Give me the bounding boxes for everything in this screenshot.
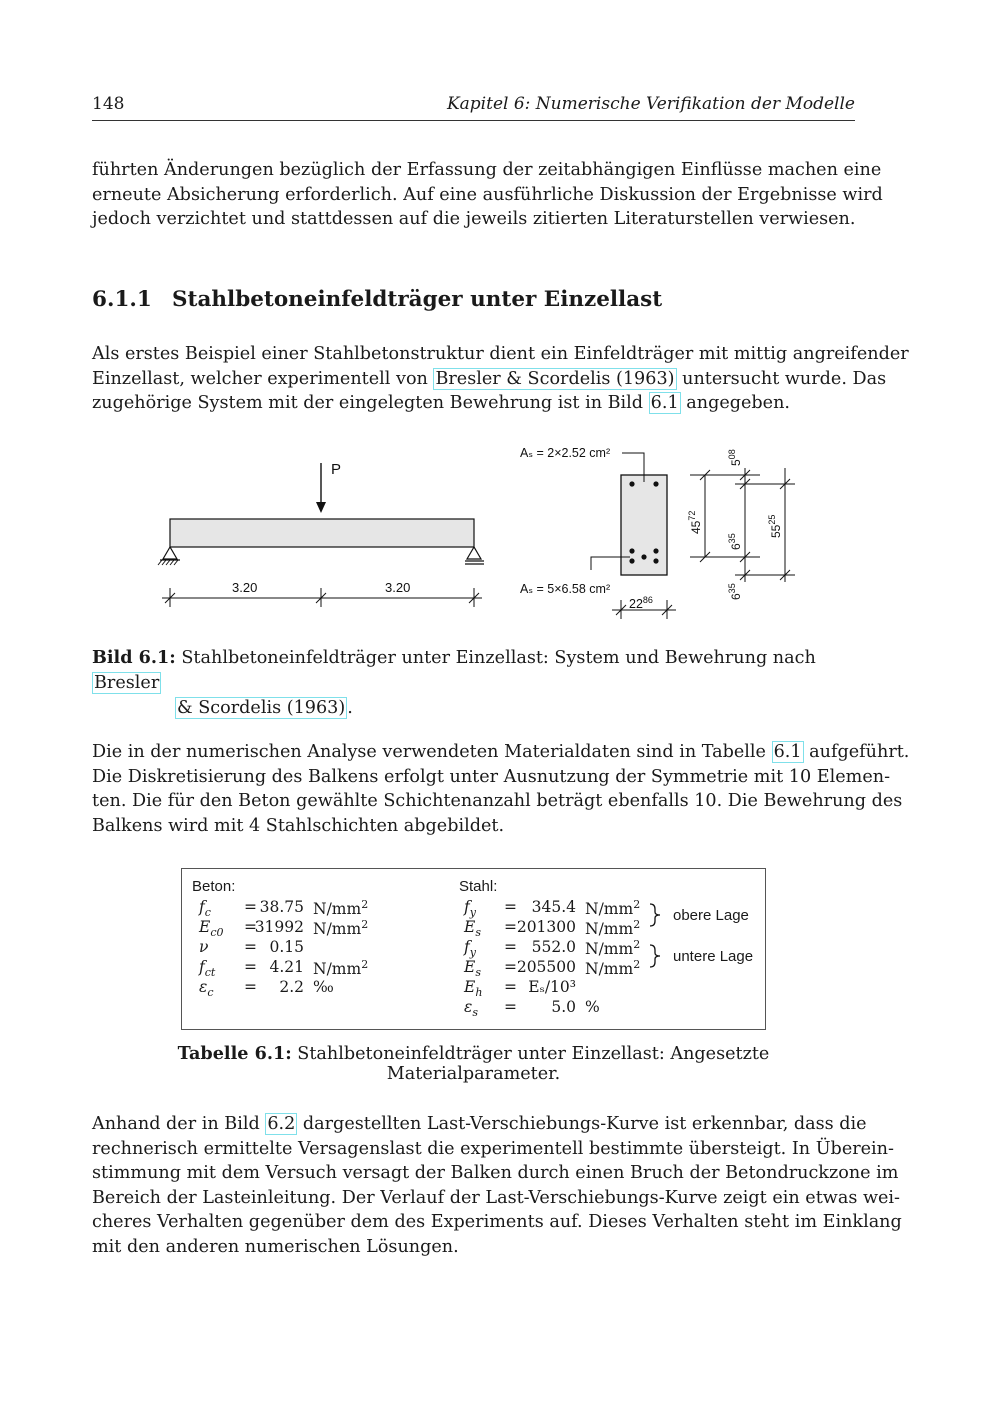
caption-label: Tabelle 6.1: [177, 1043, 292, 1064]
param-unit: $N/mm^2$ [313, 958, 369, 979]
param-value: 552.0 [531, 938, 576, 956]
text-run: untersucht wurde. Das [676, 368, 887, 389]
caption-end: . [347, 698, 353, 718]
support-hatching [158, 560, 178, 565]
param-value: Eₛ/10³ [528, 978, 576, 996]
figure-ref-link[interactable]: 6.1 [650, 393, 679, 413]
text-line [92, 367, 887, 392]
paragraph-3 [92, 1112, 902, 1259]
caption-text: Stahlbetoneinfeldträger unter Einzellast: System und Bewehrung nach [175, 648, 816, 668]
bottom-rebar [629, 548, 634, 553]
paragraph-2 [92, 740, 910, 838]
caption-text: Stahlbetoneinfeldträger unter Einzellast: Angesetzte Materialparameter. [291, 1044, 770, 1084]
pinned-support [163, 547, 177, 559]
text-line: Als erstes Beispiel einer Stahlbetonstruktur dient ein Einfeldträger mit mittig angreifender [92, 344, 909, 364]
brace-icons [648, 902, 664, 974]
param-unit: $N/mm^2$ [585, 918, 641, 939]
param-unit: $N/mm^2$ [585, 898, 641, 919]
span-right-label: 3.20 [385, 580, 411, 595]
param-unit: $N/mm^2$ [313, 918, 369, 939]
param-symbol: $E_s$ [464, 918, 481, 940]
section-number: 6.1.1 [92, 287, 152, 312]
bottom-steel-label: Aₛ = 5×6.58 cm² [520, 582, 611, 596]
text-line: Die Diskretisierung des Balkens erfolgt unter Ausnutzung der Symmetrie mit 10 Elemen- [92, 766, 891, 787]
param-unit: $N/mm^2$ [585, 958, 641, 979]
bottom-rebar [653, 548, 658, 553]
text-run: Einzellast, welcher experimentell von [92, 368, 434, 389]
cross-section [621, 475, 667, 575]
text-run: dargestellten Last-Verschiebungs-Kurve ist erkennbar, dass die [297, 1114, 867, 1134]
page-header [92, 94, 855, 121]
text-line: mit den anderen numerischen Lösungen. [92, 1236, 459, 1257]
text-line [92, 391, 855, 416]
param-symbol: $E_h$ [464, 978, 483, 1000]
figure-caption [92, 645, 855, 721]
width-label: $22^{86}$ [629, 595, 653, 611]
section-heading [92, 287, 662, 312]
text-line: cheres Verhalten gegenüber dem des Experiments auf. Dieses Verhalten steht im Einklang [92, 1212, 902, 1232]
text-line: erneute Absicherung erforderlich. Auf eine ausführliche Diskussion der Ergebnisse wird [92, 184, 883, 205]
lower-layer-label: untere Lage [673, 948, 754, 965]
page-number: 148 [92, 94, 125, 114]
figure-ref-link[interactable]: 6.2 [267, 1114, 296, 1134]
dim-total-label: $55^{25}$ [767, 514, 783, 538]
param-symbol: $E_{c0}$ [199, 918, 224, 940]
bottom-rebar [629, 558, 634, 563]
top-rebar [653, 481, 658, 486]
param-equals: = [504, 898, 517, 916]
beam-figure [0, 430, 1000, 630]
param-value: 5.0 [551, 998, 576, 1016]
param-equals: = [504, 978, 517, 996]
dim-mid-label: $45^{72}$ [687, 510, 703, 534]
param-value: 201300 [516, 918, 576, 936]
load-arrow-head [316, 502, 326, 513]
param-equals: = [244, 958, 257, 976]
param-unit: % [585, 998, 600, 1016]
dim-inner-label: $6^{35}$ [727, 533, 743, 550]
param-equals: = [244, 918, 257, 936]
text-line: ten. Die für den Beton gewählte Schichtenanzahl beträgt ebenfalls 10. Die Bewehrung des [92, 791, 903, 811]
stahl-heading: Stahl: [459, 878, 498, 895]
text-run: aufgeführt. [803, 742, 910, 762]
param-equals: = [504, 938, 517, 956]
load-label: P [331, 461, 342, 478]
param-symbol: $\varepsilon_s$ [464, 998, 478, 1020]
top-rebar [629, 481, 634, 486]
param-equals: = [244, 978, 257, 996]
param-value: 38.75 [259, 898, 304, 916]
text-line [92, 1112, 867, 1137]
param-equals: = [244, 898, 257, 916]
text-run: Anhand der in Bild [92, 1114, 266, 1134]
paragraph-1 [92, 342, 909, 416]
param-symbol: $E_s$ [464, 958, 481, 980]
param-symbol: ν [199, 938, 209, 956]
param-value: 4.21 [269, 958, 304, 976]
bottom-rebar [641, 554, 646, 559]
param-equals: = [504, 998, 517, 1016]
param-value: 345.4 [531, 898, 576, 916]
param-value: 0.15 [269, 938, 304, 956]
caption-line-2 [92, 696, 855, 721]
param-equals: = [504, 958, 517, 976]
brace-icon [650, 904, 660, 926]
dim-bottom-label: $6^{35}$ [727, 583, 743, 600]
param-symbol: $\varepsilon_c$ [199, 978, 214, 1000]
param-unit: $N/mm^2$ [585, 938, 641, 959]
param-unit: ‰ [313, 978, 334, 996]
beton-heading: Beton: [192, 878, 236, 895]
param-unit: $N/mm^2$ [313, 898, 369, 919]
param-value: 2.2 [279, 978, 304, 996]
text-line: rechnerisch ermittelte Versagenslast die experimentell bestimmte übersteigt. In Überein- [92, 1138, 894, 1159]
running-title: Kapitel 6: Numerische Verifikation der Modelle [446, 94, 855, 114]
beam [170, 519, 474, 547]
text-line: Balkens wird mit 4 Stahlschichten abgebildet. [92, 815, 505, 836]
caption-label: Bild 6.1: [92, 647, 176, 668]
section-title: Stahlbetoneinfeldträger unter Einzellast [172, 287, 663, 312]
citation-link[interactable]: & Scordelis (1963) [177, 698, 346, 718]
param-equals: = [504, 918, 517, 936]
text-line [92, 740, 910, 765]
param-value: 205500 [516, 958, 576, 976]
citation-link[interactable]: Bresler [94, 673, 160, 693]
text-line: führten Änderungen bezüglich der Erfassung der zeitabhängigen Einflüsse machen eine [92, 160, 882, 180]
material-table [181, 868, 766, 1030]
table-caption [92, 1043, 855, 1084]
brace-icon [650, 945, 660, 967]
param-symbol: $f_y$ [464, 938, 476, 960]
top-steel-label: Aₛ = 2×2.52 cm² [520, 446, 611, 460]
bottom-rebar [653, 558, 658, 563]
span-left-label: 3.20 [232, 580, 258, 595]
text-line: jedoch verzichtet und stattdessen auf die jeweils zitierten Literaturstellen verwiesen. [92, 209, 856, 229]
param-value: 31992 [254, 918, 304, 936]
text-line: stimmung mit dem Versuch versagt der Balken durch einen Bruch der Betondruckzone im [92, 1163, 899, 1183]
text-run: zugehörige System mit der eingelegten Bewehrung ist in Bild [92, 393, 649, 413]
param-symbol: $f_{ct}$ [199, 958, 216, 980]
param-symbol: $f_c$ [199, 898, 211, 920]
text-line: Bereich der Lasteinleitung. Der Verlauf der Last-Verschiebungs-Kurve zeigt ein etwas wei- [92, 1187, 900, 1208]
intro-paragraph [92, 158, 883, 232]
text-run: Die in der numerischen Analyse verwendeten Materialdaten sind in Tabelle [92, 742, 772, 762]
roller-support [467, 547, 481, 559]
param-symbol: $f_y$ [464, 898, 476, 920]
table-ref-link[interactable]: 6.1 [773, 742, 802, 762]
dim-top-label: $5^{08}$ [727, 449, 743, 466]
param-equals: = [244, 938, 257, 956]
text-run: angegeben. [680, 393, 791, 413]
citation-link[interactable]: Bresler & Scordelis (1963) [435, 368, 675, 389]
upper-layer-label: obere Lage [673, 907, 749, 924]
